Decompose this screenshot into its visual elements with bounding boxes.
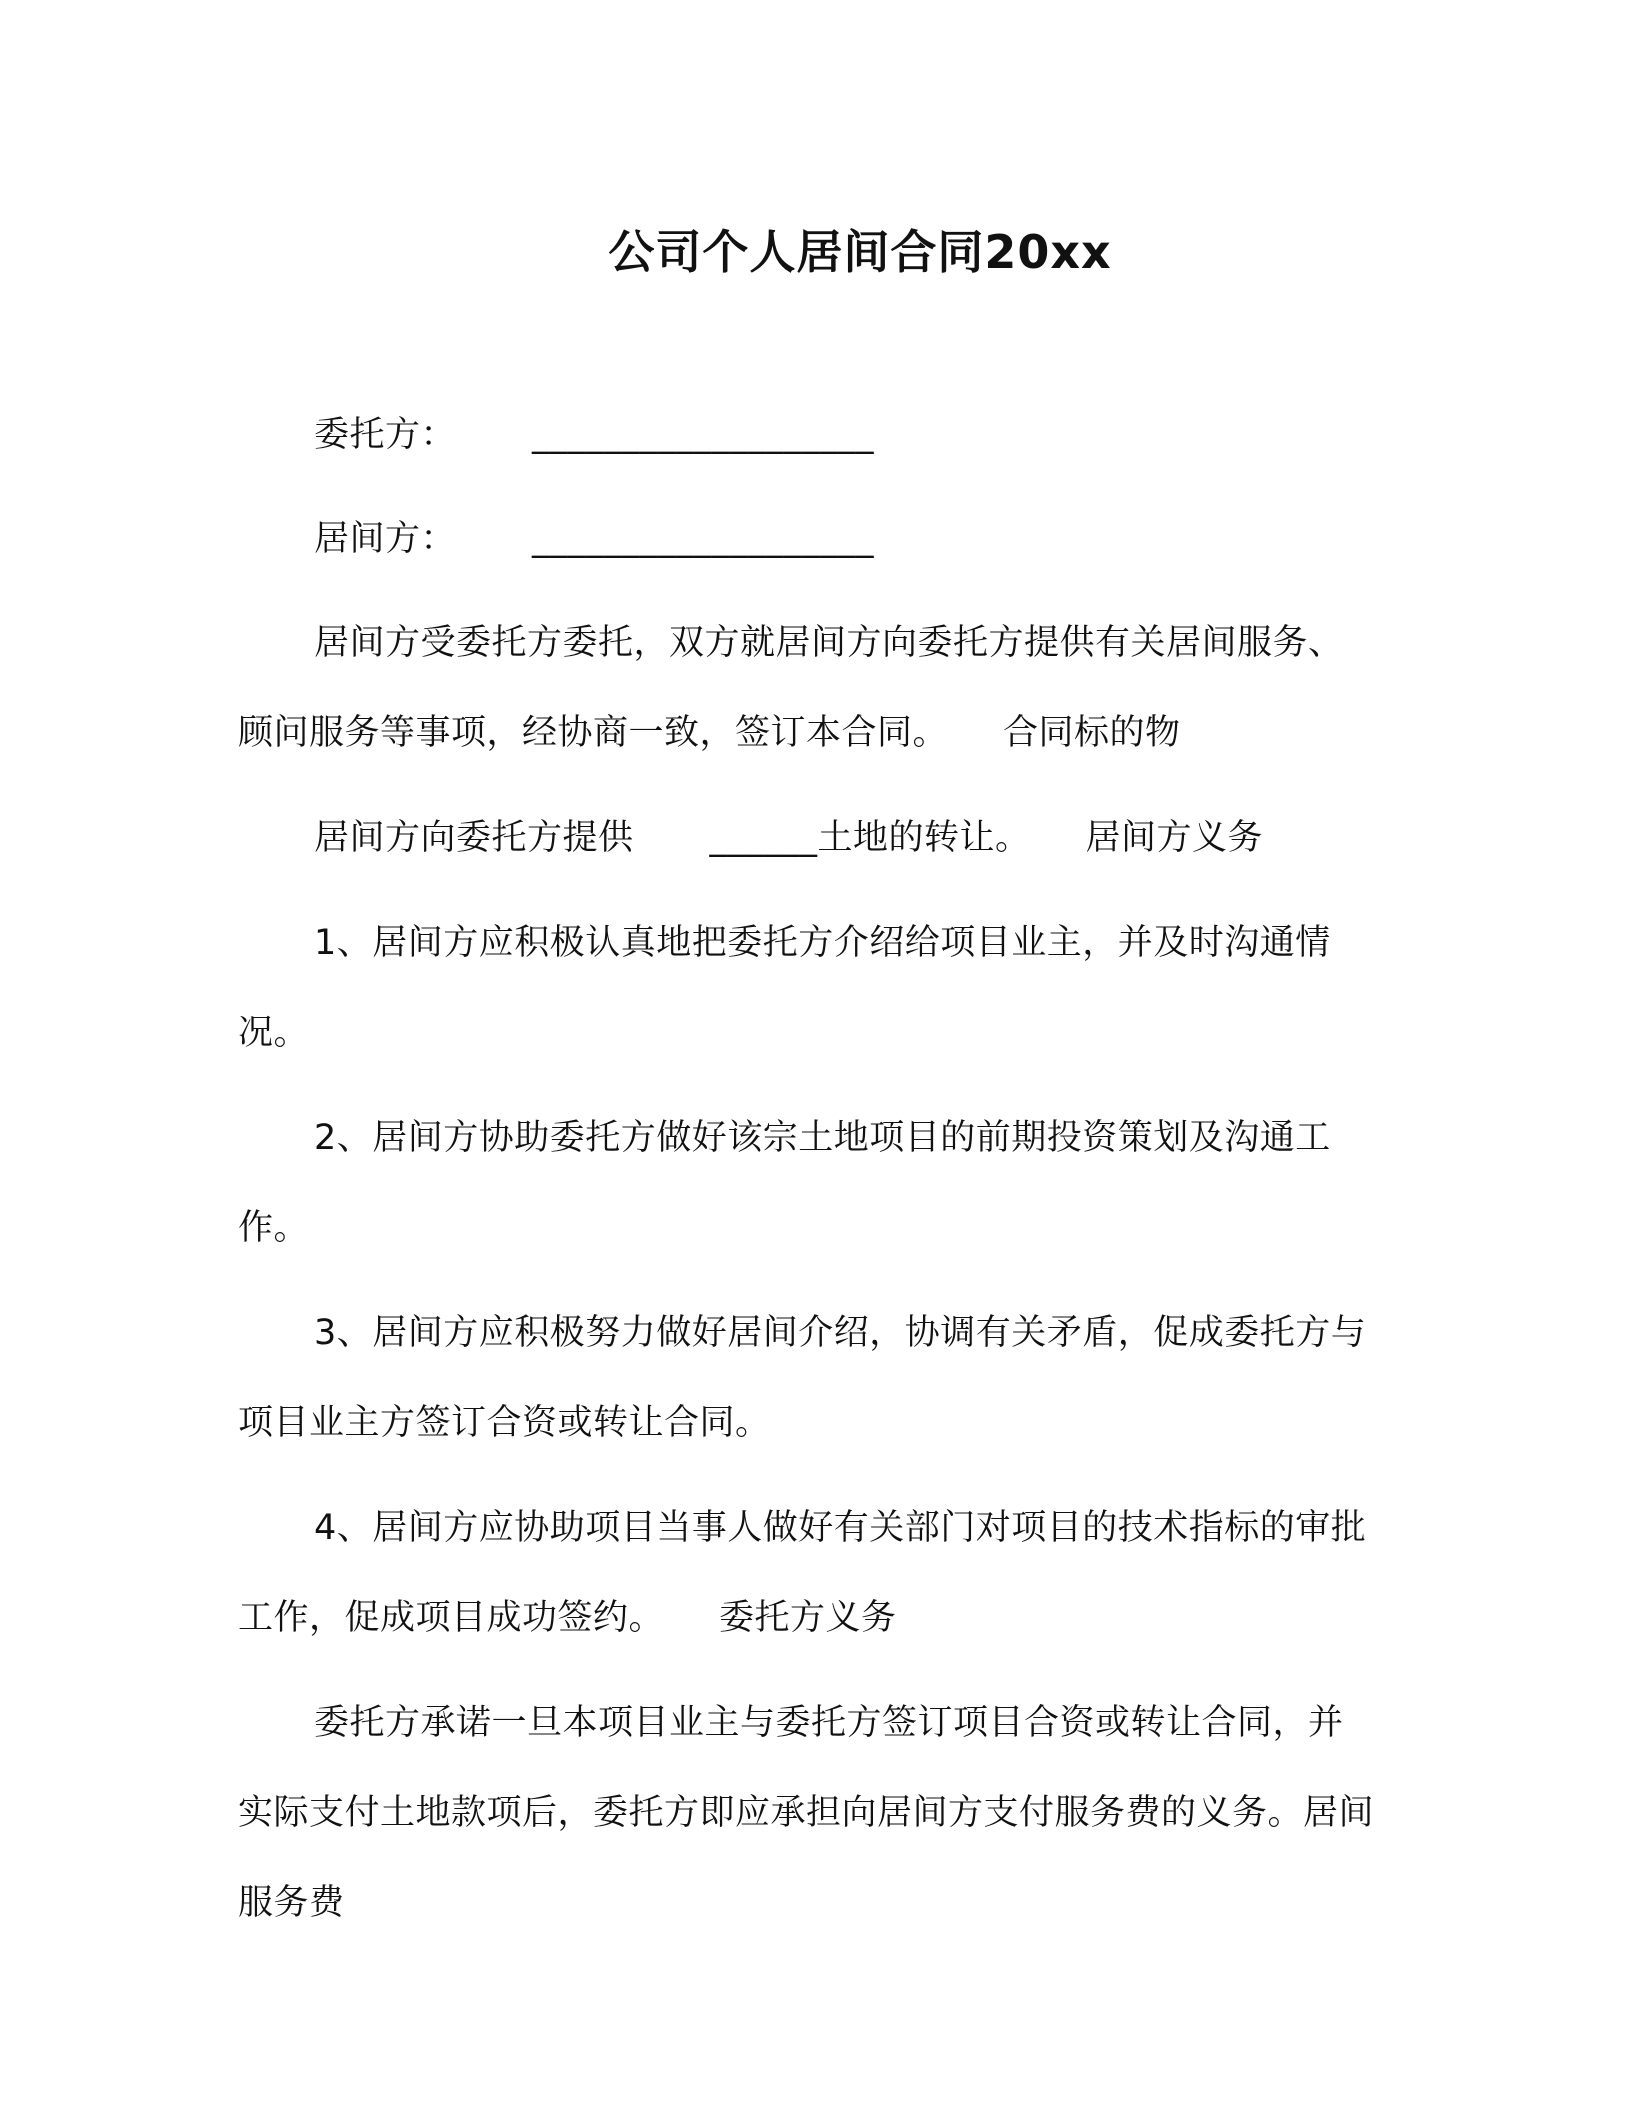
subject-heading: 合同标的物: [1003, 713, 1181, 753]
client-blank: ___________________: [532, 415, 875, 455]
client-party-line: [238, 390, 1378, 480]
broker-party-line: [238, 494, 1378, 584]
broker-blank: ___________________: [532, 519, 875, 559]
broker-obligations-heading: 居间方义务: [1085, 818, 1264, 858]
obligation-item-3: 3、居间方应积极努力做好居间介绍，协调有关矛盾，促成委托方与项目业主方签订合资或转让合同。: [238, 1313, 1367, 1443]
client-obligation-text: 委托方承诺一旦本项目业主与委托方签订项目合资或转让合同，并实际支付土地款项后，委托方即应承担向居间方支付服务费的义务。: [238, 1703, 1344, 1833]
broker-label: 居间方：: [314, 519, 457, 559]
subject-text-before: 居间方向委托方提供: [314, 818, 634, 858]
client-label: 委托方：: [314, 415, 457, 455]
document-body: [238, 390, 1378, 1948]
obligation-item-1: 1、居间方应积极认真地把委托方介绍给项目业主，并及时沟通情况。: [238, 923, 1331, 1053]
obligation-item-4: [238, 1483, 1378, 1663]
subject-paragraph: [238, 793, 1378, 883]
subject-blank: ______: [709, 818, 818, 858]
obligation-item-4-text: 4、居间方应协助项目当事人做好有关部门对项目的技术指标的审批工作，促成项目成功签约。: [238, 1508, 1367, 1638]
service-fee-heading: 居间服务费: [238, 1793, 1375, 1923]
document-title: 公司个人居间合同20xx: [608, 225, 1112, 279]
intro-text: 居间方受委托方委托，双方就居间方向委托方提供有关居间服务、顾问服务等事项，经协商一致，签订本合同。: [238, 623, 1344, 753]
subject-text-after: 土地的转让。: [817, 818, 1031, 858]
intro-paragraph: [238, 598, 1378, 778]
obligation-item-2: 2、居间方协助委托方做好该宗土地项目的前期投资策划及沟通工作。: [238, 1118, 1331, 1248]
client-obligation-paragraph: [238, 1678, 1378, 1948]
client-obligations-heading: 委托方义务: [719, 1598, 897, 1638]
